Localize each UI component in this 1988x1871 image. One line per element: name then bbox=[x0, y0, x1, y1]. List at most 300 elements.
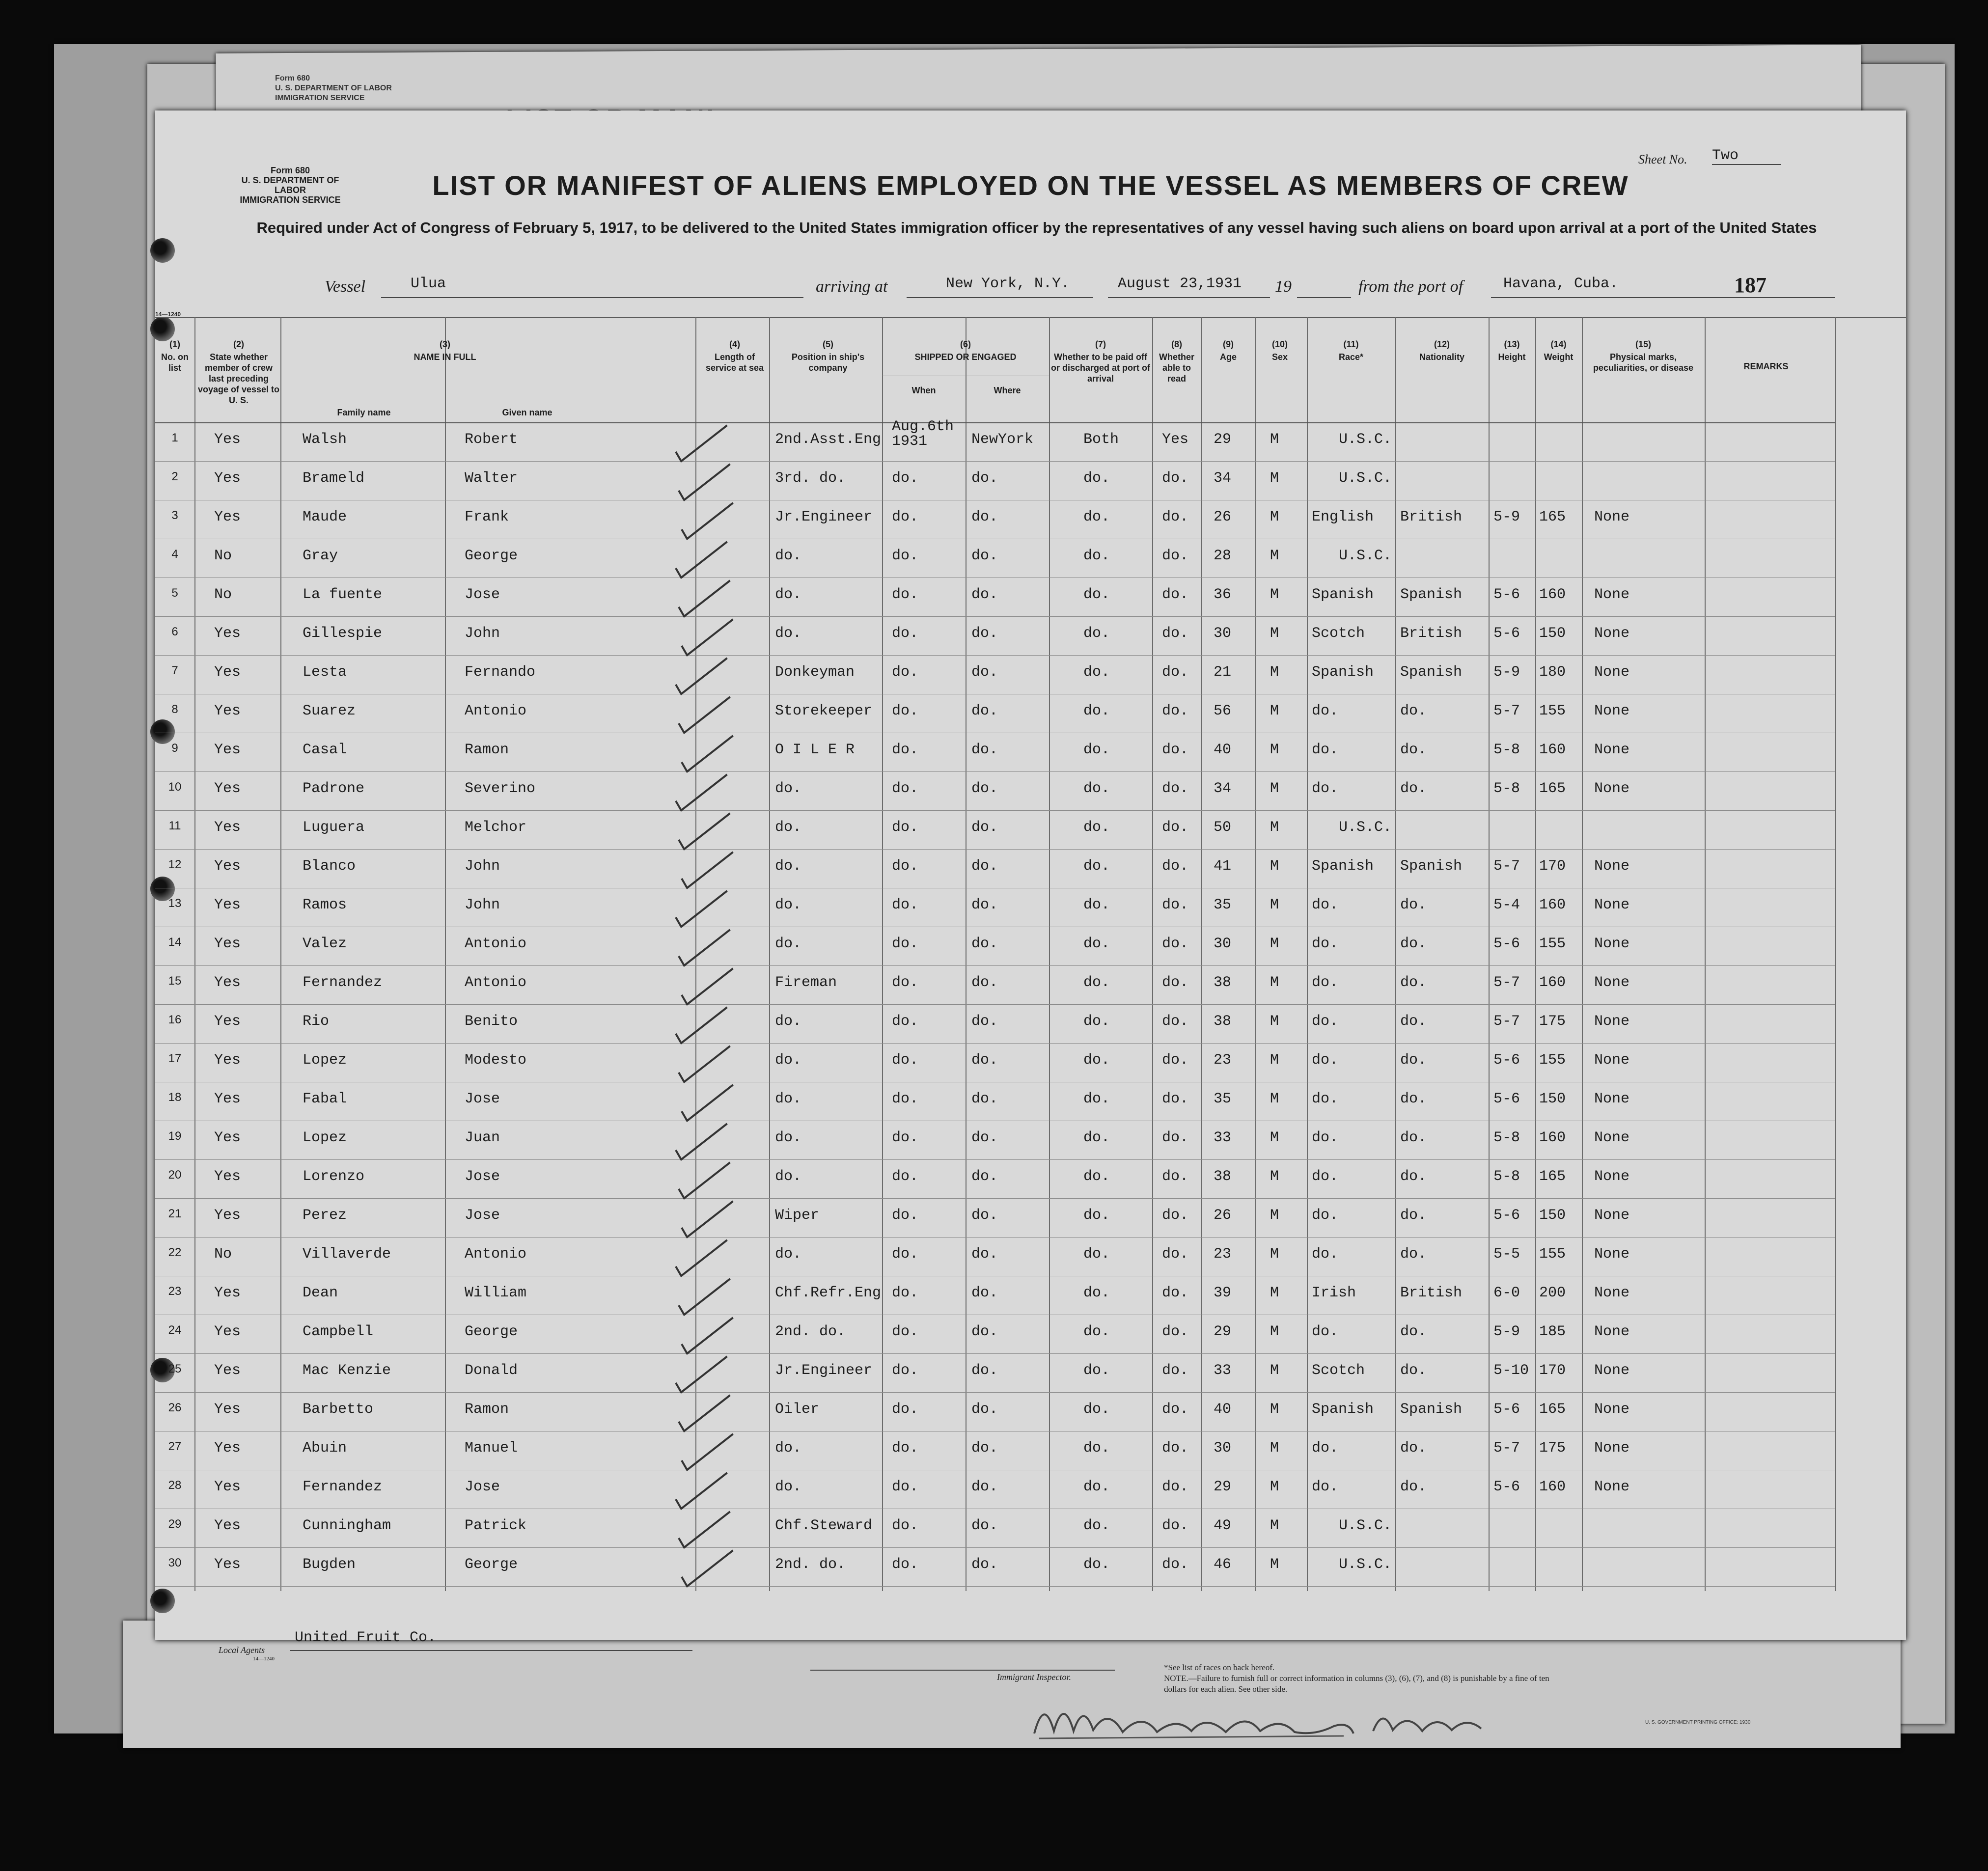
cell-position: Jr.Engineer bbox=[775, 509, 873, 525]
manifest-sheet bbox=[155, 110, 1906, 1640]
table-row bbox=[155, 858, 1906, 897]
cell-age: 29 bbox=[1214, 431, 1232, 448]
table-row bbox=[155, 780, 1906, 819]
cell-family: Blanco bbox=[303, 858, 356, 875]
table-row bbox=[155, 470, 1906, 509]
crew-table bbox=[155, 311, 1906, 1594]
cell-prev: No bbox=[214, 586, 232, 603]
cell-race: Spanish bbox=[1312, 664, 1374, 681]
cell-weight: 165 bbox=[1539, 1401, 1566, 1418]
year-label: 19 bbox=[1275, 277, 1292, 296]
cell-where: do. bbox=[971, 586, 998, 603]
cell-prev: Yes bbox=[214, 1168, 241, 1185]
cell-where: do. bbox=[971, 470, 998, 487]
cell-position: Donkeyman bbox=[775, 664, 855, 681]
header-col-11: (11) Race* bbox=[1338, 339, 1364, 362]
check-mark-tick bbox=[681, 1111, 688, 1122]
cell-given: Antonio bbox=[465, 703, 527, 719]
check-mark-tick bbox=[675, 1499, 682, 1510]
table-row bbox=[155, 1323, 1906, 1362]
cell-n: 24 bbox=[168, 1323, 182, 1337]
cell-n: 18 bbox=[168, 1091, 182, 1104]
cell-paid: do. bbox=[1083, 625, 1110, 642]
cell-when: do. bbox=[892, 548, 919, 564]
cell-given: Patrick bbox=[465, 1517, 527, 1534]
cell-nat: do. bbox=[1400, 1323, 1427, 1340]
cell-where: do. bbox=[971, 1091, 998, 1107]
cell-paid: Both bbox=[1083, 431, 1119, 448]
cell-race: do. bbox=[1312, 1129, 1339, 1146]
cell-paid: do. bbox=[1083, 819, 1110, 836]
cell-sex: M bbox=[1270, 1362, 1279, 1379]
cell-race: Spanish bbox=[1312, 1401, 1374, 1418]
cell-n: 11 bbox=[168, 819, 181, 832]
cell-height: 5-9 bbox=[1493, 1323, 1520, 1340]
cell-read: do. bbox=[1162, 1013, 1189, 1030]
cell-when: do. bbox=[892, 1362, 919, 1379]
cell-position: do. bbox=[775, 1246, 802, 1263]
cell-sex: M bbox=[1270, 1401, 1279, 1418]
cell-position: O I L E R bbox=[775, 742, 855, 758]
cell-marks: None bbox=[1594, 1091, 1630, 1107]
cell-family: Perez bbox=[303, 1207, 347, 1224]
cell-prev: Yes bbox=[214, 1401, 241, 1418]
cell-nat: do. bbox=[1400, 936, 1427, 952]
cell-paid: do. bbox=[1083, 897, 1110, 913]
cell-age: 36 bbox=[1214, 586, 1232, 603]
cell-n: 10 bbox=[168, 780, 182, 794]
cell-position: Chf.Refr.Eng bbox=[775, 1285, 882, 1301]
cell-height: 5-7 bbox=[1493, 974, 1520, 991]
cell-marks: None bbox=[1594, 625, 1630, 642]
cell-sex: M bbox=[1270, 1207, 1279, 1224]
check-mark-tick bbox=[678, 1538, 685, 1549]
header-col-10: (10) Sex bbox=[1271, 339, 1288, 362]
header-col-14: (14) Weight bbox=[1544, 339, 1574, 362]
cell-when: do. bbox=[892, 1129, 919, 1146]
cell-sex: M bbox=[1270, 431, 1279, 448]
cell-family: Lopez bbox=[303, 1129, 347, 1146]
cell-nat: Spanish bbox=[1400, 664, 1463, 681]
cell-age: 28 bbox=[1214, 548, 1232, 564]
cell-given: William bbox=[465, 1285, 527, 1301]
cell-race: do. bbox=[1312, 897, 1339, 913]
underline bbox=[1297, 297, 1351, 298]
cell-read: do. bbox=[1162, 897, 1189, 913]
cell-where: do. bbox=[971, 509, 998, 525]
cell-given: John bbox=[465, 897, 500, 913]
cell-weight: 160 bbox=[1539, 897, 1566, 913]
cell-read: do. bbox=[1162, 1168, 1189, 1185]
cell-prev: Yes bbox=[214, 1013, 241, 1030]
cell-when: do. bbox=[892, 974, 919, 991]
cell-sex: M bbox=[1270, 1440, 1279, 1457]
cell-race: U.S.C. bbox=[1339, 431, 1392, 448]
cell-when: do. bbox=[892, 936, 919, 952]
cell-height: 5-8 bbox=[1493, 742, 1520, 758]
header-given-name: Given name bbox=[502, 408, 552, 417]
cell-prev: Yes bbox=[214, 1362, 241, 1379]
cell-marks: None bbox=[1594, 1246, 1630, 1263]
cell-prev: Yes bbox=[214, 974, 241, 991]
cell-age: 26 bbox=[1214, 509, 1232, 525]
cell-height: 5-5 bbox=[1493, 1246, 1520, 1263]
cell-position: do. bbox=[775, 548, 802, 564]
table-row bbox=[155, 509, 1906, 548]
cell-age: 40 bbox=[1214, 742, 1232, 758]
cell-sex: M bbox=[1270, 703, 1279, 719]
check-mark-tick bbox=[678, 723, 685, 734]
cell-position: Fireman bbox=[775, 974, 837, 991]
cell-race: do. bbox=[1312, 1091, 1339, 1107]
cell-paid: do. bbox=[1083, 470, 1110, 487]
cell-position: do. bbox=[775, 780, 802, 797]
check-mark-tick bbox=[678, 1188, 685, 1200]
cell-where: do. bbox=[971, 1362, 998, 1379]
cell-read: do. bbox=[1162, 1517, 1189, 1534]
cell-family: Gillespie bbox=[303, 625, 383, 642]
cell-given: Modesto bbox=[465, 1052, 527, 1069]
cell-marks: None bbox=[1594, 742, 1630, 758]
cell-where: do. bbox=[971, 1129, 998, 1146]
cell-prev: Yes bbox=[214, 509, 241, 525]
cell-when: do. bbox=[892, 1207, 919, 1224]
cell-family: Barbetto bbox=[303, 1401, 374, 1418]
cell-when: do. bbox=[892, 1052, 919, 1069]
check-mark-tick bbox=[675, 800, 682, 812]
cell-race: do. bbox=[1312, 936, 1339, 952]
cell-marks: None bbox=[1594, 1285, 1630, 1301]
cell-paid: do. bbox=[1083, 1401, 1110, 1418]
cell-read: do. bbox=[1162, 1362, 1189, 1379]
cell-when: do. bbox=[892, 1091, 919, 1107]
cell-where: do. bbox=[971, 742, 998, 758]
cell-nat: Spanish bbox=[1400, 858, 1463, 875]
cell-read: do. bbox=[1162, 509, 1189, 525]
header-when: When bbox=[911, 385, 936, 395]
cell-n: 21 bbox=[168, 1207, 182, 1220]
cell-prev: Yes bbox=[214, 431, 241, 448]
cell-position: do. bbox=[775, 586, 802, 603]
cell-read: do. bbox=[1162, 1401, 1189, 1418]
cell-weight: 160 bbox=[1539, 974, 1566, 991]
page-title: LIST OR MANIFEST OF ALIENS EMPLOYED ON THE VESSEL AS MEMBERS OF CREW bbox=[432, 170, 1629, 201]
header-where: Where bbox=[994, 385, 1021, 395]
cell-when: do. bbox=[892, 819, 919, 836]
cell-marks: None bbox=[1594, 1013, 1630, 1030]
check-mark-tick bbox=[678, 1072, 685, 1083]
cell-where: do. bbox=[971, 1440, 998, 1457]
check-mark-tick bbox=[681, 1227, 688, 1238]
cell-nat: do. bbox=[1400, 1479, 1427, 1495]
check-mark-tick bbox=[681, 762, 688, 773]
inspector-signature bbox=[1029, 1687, 1545, 1746]
underline bbox=[907, 297, 1093, 298]
cell-age: 39 bbox=[1214, 1285, 1232, 1301]
cell-age: 30 bbox=[1214, 936, 1232, 952]
cell-position: do. bbox=[775, 1052, 802, 1069]
cell-paid: do. bbox=[1083, 1052, 1110, 1069]
table-row bbox=[155, 1401, 1906, 1440]
cell-where: do. bbox=[971, 1207, 998, 1224]
cell-nat: do. bbox=[1400, 974, 1427, 991]
cell-given: Antonio bbox=[465, 936, 527, 952]
cell-marks: None bbox=[1594, 780, 1630, 797]
cell-prev: Yes bbox=[214, 470, 241, 487]
cell-nat: do. bbox=[1400, 1246, 1427, 1263]
cell-marks: None bbox=[1594, 509, 1630, 525]
cell-nat: do. bbox=[1400, 897, 1427, 913]
cell-given: Jose bbox=[465, 1091, 500, 1107]
header-col-8: (8) Whether able to read bbox=[1159, 339, 1194, 384]
cell-given: George bbox=[465, 1556, 518, 1573]
cell-position: do. bbox=[775, 625, 802, 642]
table-row bbox=[155, 1207, 1906, 1246]
cell-weight: 165 bbox=[1539, 780, 1566, 797]
cell-family: Villaverde bbox=[303, 1246, 391, 1263]
cell-read: do. bbox=[1162, 936, 1189, 952]
cell-where: do. bbox=[971, 1479, 998, 1495]
cell-family: Cunningham bbox=[303, 1517, 391, 1534]
cell-n: 15 bbox=[168, 974, 182, 988]
cell-nat: do. bbox=[1400, 703, 1427, 719]
cell-where: do. bbox=[971, 1052, 998, 1069]
cell-paid: do. bbox=[1083, 586, 1110, 603]
cell-race: do. bbox=[1312, 1207, 1339, 1224]
cell-height: 5-6 bbox=[1493, 1052, 1520, 1069]
check-mark-tick bbox=[675, 917, 682, 928]
underline bbox=[1491, 297, 1835, 298]
cell-age: 40 bbox=[1214, 1401, 1232, 1418]
cell-sex: M bbox=[1270, 1285, 1279, 1301]
cell-paid: do. bbox=[1083, 1013, 1110, 1030]
cell-height: 5-6 bbox=[1493, 1091, 1520, 1107]
cell-paid: do. bbox=[1083, 1362, 1110, 1379]
check-mark-tick bbox=[678, 1305, 685, 1316]
cell-weight: 150 bbox=[1539, 1207, 1566, 1224]
cell-paid: do. bbox=[1083, 1479, 1110, 1495]
cell-paid: do. bbox=[1083, 1323, 1110, 1340]
cell-paid: do. bbox=[1083, 1556, 1110, 1573]
cell-prev: Yes bbox=[214, 1440, 241, 1457]
cell-prev: Yes bbox=[214, 1129, 241, 1146]
cell-read: do. bbox=[1162, 1052, 1189, 1069]
header-col-6: (6) SHIPPED OR ENGAGED bbox=[914, 339, 1017, 362]
sheet-no-value: Two bbox=[1712, 147, 1781, 165]
vessel-label: Vessel bbox=[325, 277, 366, 296]
cell-read: do. bbox=[1162, 664, 1189, 681]
cell-n: 1 bbox=[171, 431, 178, 444]
check-mark-tick bbox=[681, 1344, 688, 1355]
cell-where: do. bbox=[971, 897, 998, 913]
cell-family: Dean bbox=[303, 1285, 338, 1301]
cell-race: do. bbox=[1312, 780, 1339, 797]
cell-race: do. bbox=[1312, 1052, 1339, 1069]
cell-weight: 155 bbox=[1539, 1246, 1566, 1263]
underline bbox=[290, 1650, 692, 1651]
table-header bbox=[155, 317, 1906, 422]
cell-paid: do. bbox=[1083, 1091, 1110, 1107]
table-row bbox=[155, 418, 1906, 470]
header-col-3: (3) NAME IN FULL bbox=[414, 339, 476, 362]
cell-when: do. bbox=[892, 1479, 919, 1495]
cell-where: do. bbox=[971, 1285, 998, 1301]
cell-age: 49 bbox=[1214, 1517, 1232, 1534]
back-form-label: Form 680 U. S. DEPARTMENT OF LABOR IMMIGRATION SERVICE bbox=[275, 74, 392, 102]
cell-when: do. bbox=[892, 1517, 919, 1534]
sheet-no-label: Sheet No. bbox=[1638, 152, 1687, 166]
cell-paid: do. bbox=[1083, 742, 1110, 758]
cell-read: do. bbox=[1162, 742, 1189, 758]
page-number: 187 bbox=[1734, 273, 1767, 297]
check-mark-tick bbox=[675, 1033, 682, 1045]
cell-given: Jose bbox=[465, 586, 500, 603]
cell-weight: 170 bbox=[1539, 1362, 1566, 1379]
cell-position: do. bbox=[775, 1091, 802, 1107]
cell-where: do. bbox=[971, 1323, 998, 1340]
cell-paid: do. bbox=[1083, 1207, 1110, 1224]
cell-family: Abuin bbox=[303, 1440, 347, 1457]
cell-n: 27 bbox=[168, 1440, 182, 1453]
cell-sex: M bbox=[1270, 1129, 1279, 1146]
cell-height: 6-0 bbox=[1493, 1285, 1520, 1301]
cell-weight: 160 bbox=[1539, 1479, 1566, 1495]
cell-read: Yes bbox=[1162, 431, 1189, 448]
cell-race: Scotch bbox=[1312, 625, 1365, 642]
cell-when: do. bbox=[892, 1440, 919, 1457]
local-agents-code: 14—1240 bbox=[253, 1656, 275, 1662]
cell-read: do. bbox=[1162, 1285, 1189, 1301]
cell-race: do. bbox=[1312, 1246, 1339, 1263]
cell-position: Jr.Engineer bbox=[775, 1362, 873, 1379]
cell-family: Fabal bbox=[303, 1091, 347, 1107]
cell-sex: M bbox=[1270, 897, 1279, 913]
cell-age: 34 bbox=[1214, 780, 1232, 797]
cell-marks: None bbox=[1594, 664, 1630, 681]
cell-family: Fernandez bbox=[303, 1479, 383, 1495]
cell-weight: 150 bbox=[1539, 1091, 1566, 1107]
cell-given: Ramon bbox=[465, 742, 509, 758]
cell-marks: None bbox=[1594, 974, 1630, 991]
cell-weight: 165 bbox=[1539, 509, 1566, 525]
table-row bbox=[155, 1013, 1906, 1052]
cell-prev: Yes bbox=[214, 703, 241, 719]
cell-family: Lopez bbox=[303, 1052, 347, 1069]
check-mark-tick bbox=[678, 1421, 685, 1432]
cell-age: 30 bbox=[1214, 1440, 1232, 1457]
cell-height: 5-6 bbox=[1493, 586, 1520, 603]
cell-read: do. bbox=[1162, 858, 1189, 875]
cell-marks: None bbox=[1594, 1362, 1630, 1379]
cell-n: 8 bbox=[171, 703, 178, 716]
cell-prev: Yes bbox=[214, 1285, 241, 1301]
cell-given: John bbox=[465, 858, 500, 875]
cell-weight: 180 bbox=[1539, 664, 1566, 681]
vessel-line bbox=[155, 277, 1906, 307]
cell-position: do. bbox=[775, 936, 802, 952]
cell-n: 9 bbox=[171, 742, 178, 755]
header-remarks: REMARKS bbox=[1743, 361, 1789, 371]
header-col-9: (9) Age bbox=[1219, 339, 1237, 362]
cell-age: 35 bbox=[1214, 897, 1232, 913]
cell-nat: British bbox=[1400, 625, 1463, 642]
cell-marks: None bbox=[1594, 703, 1630, 719]
cell-family: Walsh bbox=[303, 431, 347, 448]
cell-when: do. bbox=[892, 625, 919, 642]
cell-where: NewYork bbox=[971, 431, 1034, 448]
from-port-value: Havana, Cuba. bbox=[1503, 275, 1619, 292]
cell-paid: do. bbox=[1083, 1440, 1110, 1457]
cell-sex: M bbox=[1270, 1246, 1279, 1263]
cell-weight: 185 bbox=[1539, 1323, 1566, 1340]
cell-nat: do. bbox=[1400, 1168, 1427, 1185]
cell-age: 46 bbox=[1214, 1556, 1232, 1573]
table-row bbox=[155, 1479, 1906, 1517]
cell-read: do. bbox=[1162, 780, 1189, 797]
cell-n: 26 bbox=[168, 1401, 182, 1414]
cell-when: do. bbox=[892, 1246, 919, 1263]
cell-when: do. bbox=[892, 703, 919, 719]
cell-when: do. bbox=[892, 1323, 919, 1340]
cell-given: Jose bbox=[465, 1207, 500, 1224]
cell-paid: do. bbox=[1083, 1517, 1110, 1534]
cell-when: do. bbox=[892, 780, 919, 797]
cell-prev: Yes bbox=[214, 1091, 241, 1107]
underline bbox=[381, 297, 803, 298]
cell-family: Ramos bbox=[303, 897, 347, 913]
printer-imprint: U. S. GOVERNMENT PRINTING OFFICE: 1930 bbox=[1645, 1720, 1751, 1725]
cell-given: Severino bbox=[465, 780, 536, 797]
cell-prev: Yes bbox=[214, 1517, 241, 1534]
cell-age: 33 bbox=[1214, 1362, 1232, 1379]
cell-height: 5-9 bbox=[1493, 664, 1520, 681]
cell-height: 5-6 bbox=[1493, 1401, 1520, 1418]
cell-n: 17 bbox=[168, 1052, 182, 1065]
cell-where: do. bbox=[971, 1246, 998, 1263]
cell-family: Padrone bbox=[303, 780, 365, 797]
cell-age: 50 bbox=[1214, 819, 1232, 836]
cell-height: 5-6 bbox=[1493, 1207, 1520, 1224]
cell-when: do. bbox=[892, 1168, 919, 1185]
cell-sex: M bbox=[1270, 1479, 1279, 1495]
table-row bbox=[155, 897, 1906, 936]
cell-where: do. bbox=[971, 780, 998, 797]
cell-race: Scotch bbox=[1312, 1362, 1365, 1379]
cell-age: 34 bbox=[1214, 470, 1232, 487]
cell-age: 26 bbox=[1214, 1207, 1232, 1224]
table-row bbox=[155, 1052, 1906, 1091]
cell-height: 5-10 bbox=[1493, 1362, 1529, 1379]
cell-n: 12 bbox=[168, 858, 182, 871]
cell-marks: None bbox=[1594, 897, 1630, 913]
check-mark bbox=[680, 425, 728, 463]
cell-race: do. bbox=[1312, 703, 1339, 719]
cell-prev: Yes bbox=[214, 1052, 241, 1069]
cell-race: Spanish bbox=[1312, 858, 1374, 875]
cell-age: 38 bbox=[1214, 1013, 1232, 1030]
cell-where: do. bbox=[971, 548, 998, 564]
cell-family: Gray bbox=[303, 548, 338, 564]
cell-height: 5-8 bbox=[1493, 1129, 1520, 1146]
cell-nat: do. bbox=[1400, 780, 1427, 797]
cell-prev: Yes bbox=[214, 1207, 241, 1224]
cell-race: do. bbox=[1312, 1440, 1339, 1457]
cell-position: do. bbox=[775, 858, 802, 875]
cell-sex: M bbox=[1270, 509, 1279, 525]
cell-marks: None bbox=[1594, 1052, 1630, 1069]
table-row bbox=[155, 1246, 1906, 1285]
cell-nat: British bbox=[1400, 509, 1463, 525]
